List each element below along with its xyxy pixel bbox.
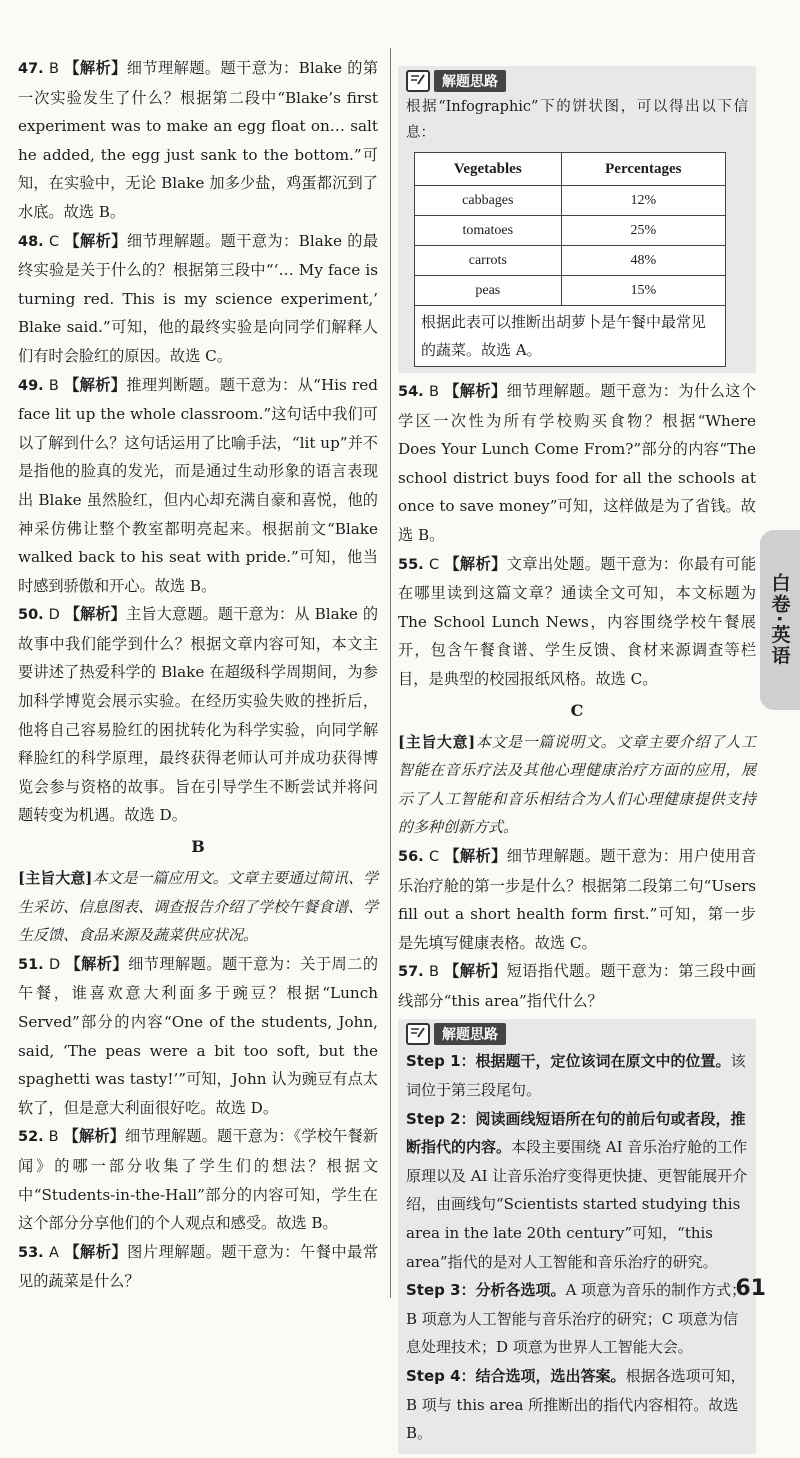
think-intro: 根据“Infographic”下的饼状图，可以得出以下信息： bbox=[406, 99, 748, 141]
section-b-heading: B bbox=[191, 837, 205, 857]
table-note: 根据此表可以推断出胡萝卜是午餐中最常见的蔬菜。故选 A。 bbox=[414, 306, 726, 367]
answer-50: 50. D 【解析】主旨大意题。题干意为：从 Blake 的故事中我们能学到什么？根据文章内容可知，本文主要讲述了热爱科学的 Blake 在超级科学周期间，为参加科学博览会展示实验。在经历实验失败的挫折后，他将自己容易脸红的困扰转化为科学实验，向同学解释脸红的科学原理，最终获得老师认可并成功获得博览会参与资格的故事。旨在引导学生不断尝试并将问题转变为机遇。故选 D。 bbox=[18, 605, 379, 825]
answer-48: 48. C 【解析】细节理解题。题干意为：Blake 的最终实验是关于什么的？根据第三段中“‘… My face is turning red. This is my science experiment,’ Blake said.”可知，他的最终实验是向同学们解释人们有时会脸红的原因。故选 C。 bbox=[18, 231, 379, 365]
summary-b: [主旨大意]本文是一篇应用文。文章主要通过简讯、学生采访、信息图表、调查报告介绍了学校午餐食谱、学生反馈、食品来源及蔬菜供应状况。 bbox=[18, 869, 379, 945]
answer-55: 55. C 【解析】文章出处题。题干意为：你最有可能在哪里读到这篇文章？通读全文可知，本文标题为 The School Lunch News，内容围绕学校午餐展开，包含午餐食谱、学生反馈、食材来源调查等栏目，是典型的校园报纸风格。故选 C。 bbox=[398, 554, 757, 688]
step-2: Step 2：阅读画线短语所在句的前后句或者段，推断指代的内容。本段主要围绕 AI 音乐治疗舱的工作原理以及 AI 让音乐治疗变得更快捷、更智能展开介绍，由画线句“Scientists started studying this area in the late 20th century”可知，“this area”指代的是对人工智能和音乐治疗的研究。 bbox=[406, 1109, 748, 1271]
answer-56: 56. C 【解析】细节理解题。题干意为：用户使用音乐治疗舱的第一步是什么？根据第二段第二句“Users fill out a short health form first.”可知，第一步是先填写健康表格。故选 C。 bbox=[398, 846, 757, 952]
answer-54: 54. B 【解析】细节理解题。题干意为：为什么这个学区一次性为所有学校购买食物？根据“Where Does Your Lunch Come From?”部分的内容“The school district buys food for all the schools at once to save money”可知，这样做是为了省钱。故选 B。 bbox=[398, 382, 757, 544]
think-header bbox=[406, 1023, 748, 1045]
pencil-note-icon bbox=[406, 1023, 430, 1045]
table-cell: tomatoes bbox=[415, 216, 562, 246]
right-column bbox=[398, 62, 756, 1458]
step-4: Step 4：结合选项，选出答案。根据各选项可知，B 项与 this area 所推断出的指代内容相符。故选 B。 bbox=[406, 1367, 746, 1443]
answer-47: 47. B 【解析】细节理解题。题干意为：Blake 的第一次实验发生了什么？根据第二段中“Blake’s first experiment was to make an egg float on… salt he added, the egg just sank to the bottom.”可知，在实验中，无论 Blake 加多少盐，鸡蛋都沉到了水底。故选 B。 bbox=[18, 59, 379, 221]
page-number: 61 bbox=[735, 1276, 766, 1301]
answer-53: 53. A 【解析】图片理解题。题干意为：午餐中最常见的蔬菜是什么？ bbox=[18, 1242, 379, 1291]
think-header bbox=[406, 70, 748, 92]
table-row bbox=[415, 276, 726, 306]
table-row bbox=[415, 216, 726, 246]
answer-51: 51. D 【解析】细节理解题。题干意为：关于周二的午餐，谁喜欢意大利面多于豌豆？根据“Lunch Served”部分的内容“One of the students, John, said, ‘The peas were a bit too soft, but the spaghetti was tasty!’”可知，John 认为豌豆有点太软了，但是意大利面很好吃。故选 D。 bbox=[18, 954, 379, 1117]
think-title: 解题思路 bbox=[434, 70, 506, 92]
left-column bbox=[18, 54, 378, 1296]
think-box-53 bbox=[398, 66, 756, 373]
answer-52: 52. B 【解析】细节理解题。题干意为：《学校午餐新闻》的哪一部分收集了学生们的想法？根据文中“Students-in-the-Hall”部分的内容可知，学生在这个部分分享他们的个人观点和感受。故选 B。 bbox=[18, 1127, 379, 1233]
table-cell: cabbages bbox=[415, 186, 562, 216]
step-3: Step 3：分析各选项。A 项意为音乐的制作方式；B 项意为人工智能与音乐治疗的研究；C 项意为信息处理技术；D 项意为世界人工智能大会。 bbox=[406, 1281, 747, 1357]
table-cell: 48% bbox=[561, 246, 725, 276]
summary-c: [主旨大意]本文是一篇说明文。文章主要介绍了人工智能在音乐疗法及其他心理健康治疗方面的应用，展示了人工智能和音乐相结合为人们心理健康提供支持的多种创新方式。 bbox=[398, 732, 756, 837]
table-row bbox=[415, 246, 726, 276]
column-divider bbox=[390, 48, 391, 1298]
table-cell: 25% bbox=[561, 216, 725, 246]
table-header: Vegetables bbox=[415, 153, 562, 186]
step-1: Step 1：根据题干，定位该词在原文中的位置。该词位于第三段尾句。 bbox=[406, 1052, 746, 1100]
table-cell: peas bbox=[415, 276, 562, 306]
answer-49: 49. B 【解析】推理判断题。题干意为：从“His red face lit up the whole classroom.”这句话中我们可以了解到什么？这句话运用了比喻手法，“lit up”并不是指他的脸真的发光，而是通过生动形象的语言表现出 Blake 虽然脸红，但内心却充满自豪和喜悦，他的神采仿佛让整个教室都明亮起来。根据前文“Blake walked back to his seat with pride.”可知，他当时感到骄傲和开心。故选 B。 bbox=[18, 375, 379, 595]
table-header: Percentages bbox=[561, 153, 725, 186]
answer-57: 57. B 【解析】短语指代题。题干意为：第三段中画线部分“this area”指代什么？ bbox=[398, 962, 757, 1010]
think-title: 解题思路 bbox=[434, 1023, 506, 1045]
table-row bbox=[415, 186, 726, 216]
side-tab-label: 白卷·英语 bbox=[768, 573, 791, 667]
table-cell: 12% bbox=[561, 186, 725, 216]
table-header-row bbox=[415, 153, 726, 186]
vegetables-table bbox=[414, 152, 726, 306]
pencil-note-icon bbox=[406, 70, 430, 92]
side-tab bbox=[760, 530, 800, 710]
think-box-57 bbox=[398, 1019, 756, 1453]
section-c-heading: C bbox=[570, 700, 584, 720]
table-cell: carrots bbox=[415, 246, 562, 276]
table-cell: 15% bbox=[561, 276, 725, 306]
